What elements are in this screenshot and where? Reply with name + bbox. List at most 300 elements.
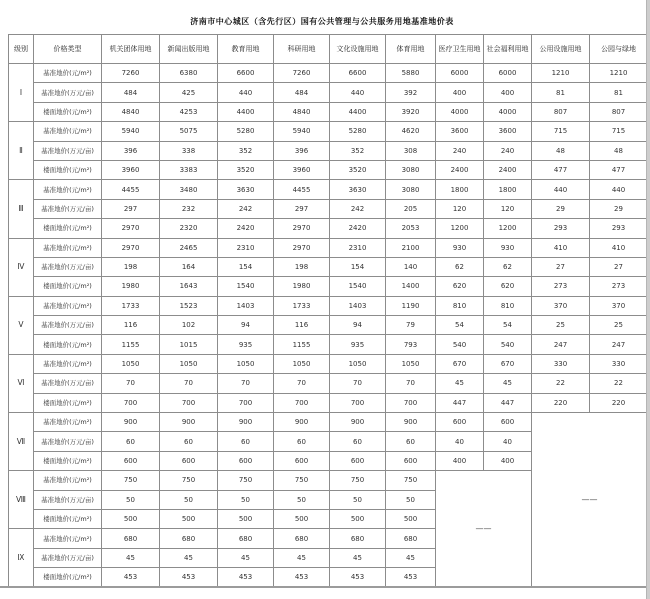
price-type-cell: 基准地价(万元/亩) [34,490,102,509]
value-cell: 1190 [386,296,436,315]
value-cell: 40 [484,432,532,451]
value-cell: 2310 [218,238,274,257]
value-cell: 62 [484,257,532,276]
value-cell: 5280 [330,122,386,141]
value-cell: 900 [218,413,274,432]
value-cell: 62 [436,257,484,276]
value-cell: 700 [160,393,218,412]
value-cell: 680 [218,529,274,548]
level-cell: Ⅱ [9,122,34,180]
value-cell: 1015 [160,335,218,354]
value-cell: 1210 [590,64,648,83]
price-type-cell: 基准地价(元/m²) [34,180,102,199]
value-cell: 6000 [484,64,532,83]
value-cell: 6600 [218,64,274,83]
value-cell: 2970 [274,238,330,257]
value-cell: 750 [330,471,386,490]
value-cell: 2420 [330,219,386,238]
table-row [9,122,648,141]
table-head-row [9,35,648,64]
value-cell: 680 [160,529,218,548]
value-cell: 680 [102,529,160,548]
value-cell: 477 [590,160,648,179]
value-cell: 392 [386,83,436,102]
value-cell: 247 [590,335,648,354]
value-cell: 500 [274,509,330,528]
value-cell: 6600 [330,64,386,83]
value-cell: 370 [532,296,590,315]
value-cell: 930 [436,238,484,257]
value-cell: 48 [532,141,590,160]
value-cell: 453 [386,568,436,587]
value-cell: 45 [102,548,160,567]
value-cell: 935 [218,335,274,354]
value-cell: 3630 [330,180,386,199]
level-cell: Ⅳ [9,238,34,296]
table-row [9,238,648,257]
price-type-cell: 楼面地价(元/m²) [34,568,102,587]
value-cell: 94 [218,316,274,335]
value-cell: 620 [436,277,484,296]
value-cell: 807 [532,102,590,121]
value-cell: 447 [436,393,484,412]
price-type-cell: 楼面地价(元/m²) [34,277,102,296]
value-cell: 5940 [274,122,330,141]
value-cell: 900 [274,413,330,432]
value-cell: 50 [330,490,386,509]
value-cell: 1050 [160,354,218,373]
value-cell: 1523 [160,296,218,315]
value-cell: 3960 [102,160,160,179]
value-cell: 1200 [484,219,532,238]
table-row [9,199,648,218]
value-cell: 70 [386,374,436,393]
price-type-cell: 楼面地价(元/m²) [34,335,102,354]
value-cell: 3080 [386,180,436,199]
value-cell: 1733 [274,296,330,315]
price-type-cell: 基准地价(万元/亩) [34,199,102,218]
value-cell: 484 [102,83,160,102]
table-row [9,180,648,199]
value-cell: 900 [160,413,218,432]
value-cell: 2400 [484,160,532,179]
col-header-7: 体育用地 [386,35,436,64]
window-bottom-edge [0,586,650,588]
value-cell: 220 [590,393,648,412]
value-cell: 198 [274,257,330,276]
col-header-11: 公园与绿地 [590,35,648,64]
price-type-cell: 基准地价(元/m²) [34,122,102,141]
value-cell: 1200 [436,219,484,238]
value-cell: 600 [160,451,218,470]
value-cell: 5075 [160,122,218,141]
table-row [9,257,648,276]
value-cell: 715 [590,122,648,141]
value-cell: 2310 [330,238,386,257]
value-cell: 5940 [102,122,160,141]
value-cell: 700 [218,393,274,412]
value-cell: 4620 [386,122,436,141]
value-cell: 600 [484,413,532,432]
value-cell: 2400 [436,160,484,179]
value-cell: 27 [590,257,648,276]
value-cell: 70 [218,374,274,393]
value-cell: 2970 [274,219,330,238]
price-type-cell: 楼面地价(元/m²) [34,451,102,470]
value-cell: 425 [160,83,218,102]
value-cell: 273 [590,277,648,296]
table-row [9,277,648,296]
value-cell: 750 [160,471,218,490]
price-type-cell: 基准地价(万元/亩) [34,141,102,160]
value-cell: 4455 [102,180,160,199]
value-cell: 680 [274,529,330,548]
value-cell: 29 [590,199,648,218]
value-cell: 1050 [102,354,160,373]
value-cell: 140 [386,257,436,276]
value-cell: 242 [218,199,274,218]
value-cell: 29 [532,199,590,218]
value-cell: 400 [436,451,484,470]
value-cell: 3383 [160,160,218,179]
value-cell: 7260 [102,64,160,83]
value-cell: 750 [102,471,160,490]
value-cell: 4253 [160,102,218,121]
value-cell: 3080 [386,160,436,179]
value-cell: 2970 [102,219,160,238]
table-row [9,102,648,121]
value-cell: 4840 [102,102,160,121]
value-cell: 620 [484,277,532,296]
value-cell: 232 [160,199,218,218]
value-cell: 50 [160,490,218,509]
value-cell: 154 [218,257,274,276]
value-cell: 45 [330,548,386,567]
value-cell: 1980 [102,277,160,296]
level-cell: Ⅵ [9,354,34,412]
price-type-cell: 基准地价(元/m²) [34,529,102,548]
price-type-cell: 基准地价(元/m²) [34,354,102,373]
value-cell: 50 [386,490,436,509]
value-cell: 25 [532,316,590,335]
table-row [9,393,648,412]
value-cell: 242 [330,199,386,218]
value-cell: 330 [532,354,590,373]
level-cell: Ⅷ [9,471,34,529]
value-cell: 1050 [274,354,330,373]
value-cell: 400 [484,451,532,470]
value-cell: 453 [102,568,160,587]
value-cell: 1403 [218,296,274,315]
col-header-4: 教育用地 [218,35,274,64]
value-cell: 70 [274,374,330,393]
table-row [9,83,648,102]
value-cell: 81 [590,83,648,102]
level-cell: Ⅶ [9,413,34,471]
value-cell: 484 [274,83,330,102]
value-cell: 2970 [102,238,160,257]
value-cell: 5280 [218,122,274,141]
price-type-cell: 基准地价(万元/亩) [34,432,102,451]
value-cell: 750 [274,471,330,490]
value-cell: 500 [330,509,386,528]
col-header-8: 医疗卫生用地 [436,35,484,64]
value-cell: 60 [218,432,274,451]
value-cell: 60 [102,432,160,451]
value-cell: 600 [436,413,484,432]
value-cell: 396 [102,141,160,160]
value-cell: 600 [386,451,436,470]
value-cell: 1980 [274,277,330,296]
value-cell: 440 [218,83,274,102]
table-row [9,219,648,238]
window-right-edge [646,0,650,599]
value-cell: 930 [484,238,532,257]
value-cell: 2320 [160,219,218,238]
value-cell: 6380 [160,64,218,83]
value-cell: 4400 [330,102,386,121]
table-row [9,413,648,432]
value-cell: 715 [532,122,590,141]
value-cell: 2465 [160,238,218,257]
value-cell: 540 [436,335,484,354]
price-type-cell: 基准地价(万元/亩) [34,374,102,393]
value-cell: 120 [436,199,484,218]
value-cell: 600 [330,451,386,470]
value-cell: 1400 [386,277,436,296]
value-cell: 700 [386,393,436,412]
value-cell: 116 [274,316,330,335]
value-cell: 240 [484,141,532,160]
value-cell: 45 [160,548,218,567]
value-cell: 793 [386,335,436,354]
price-type-cell: 楼面地价(元/m²) [34,509,102,528]
value-cell: 500 [218,509,274,528]
value-cell: 750 [218,471,274,490]
table-row [9,354,648,373]
value-cell: 22 [532,374,590,393]
table-row [9,141,648,160]
value-cell: 900 [330,413,386,432]
value-cell: 45 [436,374,484,393]
value-cell: 500 [160,509,218,528]
value-cell: 2053 [386,219,436,238]
col-header-3: 新闻出版用地 [160,35,218,64]
price-type-cell: 楼面地价(元/m²) [34,219,102,238]
value-cell: 440 [532,180,590,199]
value-cell: 273 [532,277,590,296]
value-cell: 1050 [218,354,274,373]
level-cell: Ⅲ [9,180,34,238]
value-cell: 60 [386,432,436,451]
value-cell: 600 [218,451,274,470]
value-cell: 220 [532,393,590,412]
col-header-6: 文化设施用地 [330,35,386,64]
value-cell: 3480 [160,180,218,199]
value-cell: 1050 [330,354,386,373]
level-cell: Ⅴ [9,296,34,354]
value-cell: 120 [484,199,532,218]
value-cell: 79 [386,316,436,335]
col-header-2: 机关团体用地 [102,35,160,64]
price-type-cell: 基准地价(万元/亩) [34,257,102,276]
value-cell: 3520 [330,160,386,179]
value-cell: 440 [330,83,386,102]
value-cell: 900 [386,413,436,432]
value-cell: 1155 [102,335,160,354]
value-cell: 70 [160,374,218,393]
price-type-cell: 楼面地价(元/m²) [34,160,102,179]
value-cell: 453 [218,568,274,587]
value-cell: 352 [218,141,274,160]
value-cell: 6000 [436,64,484,83]
value-cell: 27 [532,257,590,276]
value-cell: 164 [160,257,218,276]
value-cell: 50 [102,490,160,509]
price-type-cell: 基准地价(万元/亩) [34,83,102,102]
price-type-cell: 基准地价(万元/亩) [34,548,102,567]
value-cell: 1403 [330,296,386,315]
value-cell: 45 [386,548,436,567]
value-cell: 25 [590,316,648,335]
value-cell: 4840 [274,102,330,121]
value-cell: 1540 [330,277,386,296]
value-cell: 370 [590,296,648,315]
value-cell: 477 [532,160,590,179]
value-cell: 3960 [274,160,330,179]
value-cell: 400 [436,83,484,102]
price-type-cell: 基准地价(元/m²) [34,471,102,490]
value-cell: 400 [484,83,532,102]
value-cell: 81 [532,83,590,102]
value-cell: 3600 [436,122,484,141]
value-cell: 50 [218,490,274,509]
value-cell: 45 [484,374,532,393]
value-cell: 4000 [484,102,532,121]
value-cell: 700 [330,393,386,412]
value-cell: 453 [160,568,218,587]
table-row [9,316,648,335]
value-cell: 60 [274,432,330,451]
value-cell: 900 [102,413,160,432]
value-cell: 48 [590,141,648,160]
value-cell: 3600 [484,122,532,141]
value-cell: 102 [160,316,218,335]
value-cell: 198 [102,257,160,276]
value-cell: 308 [386,141,436,160]
value-cell: 500 [102,509,160,528]
value-cell: 293 [532,219,590,238]
value-cell: 2420 [218,219,274,238]
value-cell: 4000 [436,102,484,121]
value-cell: 453 [330,568,386,587]
value-cell: 680 [330,529,386,548]
value-cell: 45 [274,548,330,567]
col-header-9: 社会福利用地 [484,35,532,64]
value-cell: 750 [386,471,436,490]
value-cell: 1800 [436,180,484,199]
value-cell: 4455 [274,180,330,199]
value-cell: 54 [484,316,532,335]
value-cell: 205 [386,199,436,218]
value-cell: 22 [590,374,648,393]
value-cell: 330 [590,354,648,373]
table-title: 济南市中心城区（含先行区）国有公共管理与公共服务用地基准地价表 [190,17,454,26]
value-cell: 810 [436,296,484,315]
value-cell: 4400 [218,102,274,121]
col-header-0: 级别 [9,35,34,64]
value-cell: 297 [274,199,330,218]
value-cell: 600 [102,451,160,470]
value-cell: 935 [330,335,386,354]
value-cell: 247 [532,335,590,354]
value-cell: 700 [274,393,330,412]
value-cell: 54 [436,316,484,335]
table-row [9,160,648,179]
value-cell: 807 [590,102,648,121]
value-cell: 810 [484,296,532,315]
value-cell: 540 [484,335,532,354]
value-cell: 410 [590,238,648,257]
value-cell: 3920 [386,102,436,121]
value-cell: 60 [330,432,386,451]
value-cell: 293 [590,219,648,238]
value-cell: 94 [330,316,386,335]
table-row [9,64,648,83]
value-cell: 1643 [160,277,218,296]
value-cell: 3520 [218,160,274,179]
value-cell: 453 [274,568,330,587]
value-cell: 116 [102,316,160,335]
price-type-cell: 基准地价(万元/亩) [34,316,102,335]
col-header-5: 科研用地 [274,35,330,64]
value-cell: 70 [102,374,160,393]
value-cell: 352 [330,141,386,160]
value-cell: 700 [102,393,160,412]
value-cell: 50 [274,490,330,509]
table-row [9,374,648,393]
value-cell: 60 [160,432,218,451]
price-type-cell: 基准地价(元/m²) [34,413,102,432]
value-cell: 70 [330,374,386,393]
value-cell: 1050 [386,354,436,373]
value-cell: 410 [532,238,590,257]
value-cell: 600 [274,451,330,470]
level-cell: Ⅰ [9,64,34,122]
price-type-cell: 楼面地价(元/m²) [34,393,102,412]
value-cell: 40 [436,432,484,451]
table-row [9,335,648,354]
price-type-cell: 基准地价(元/m²) [34,296,102,315]
merged-empty-cell: —— [436,471,532,587]
value-cell: 500 [386,509,436,528]
value-cell: 670 [436,354,484,373]
value-cell: 5880 [386,64,436,83]
table-body [9,64,648,588]
price-type-cell: 基准地价(元/m²) [34,64,102,83]
value-cell: 1540 [218,277,274,296]
value-cell: 680 [386,529,436,548]
value-cell: 1800 [484,180,532,199]
value-cell: 670 [484,354,532,373]
value-cell: 3630 [218,180,274,199]
col-header-1: 价格类型 [34,35,102,64]
price-type-cell: 基准地价(元/m²) [34,238,102,257]
level-cell: Ⅸ [9,529,34,587]
value-cell: 240 [436,141,484,160]
value-cell: 440 [590,180,648,199]
benchmark-price-table [8,34,648,588]
